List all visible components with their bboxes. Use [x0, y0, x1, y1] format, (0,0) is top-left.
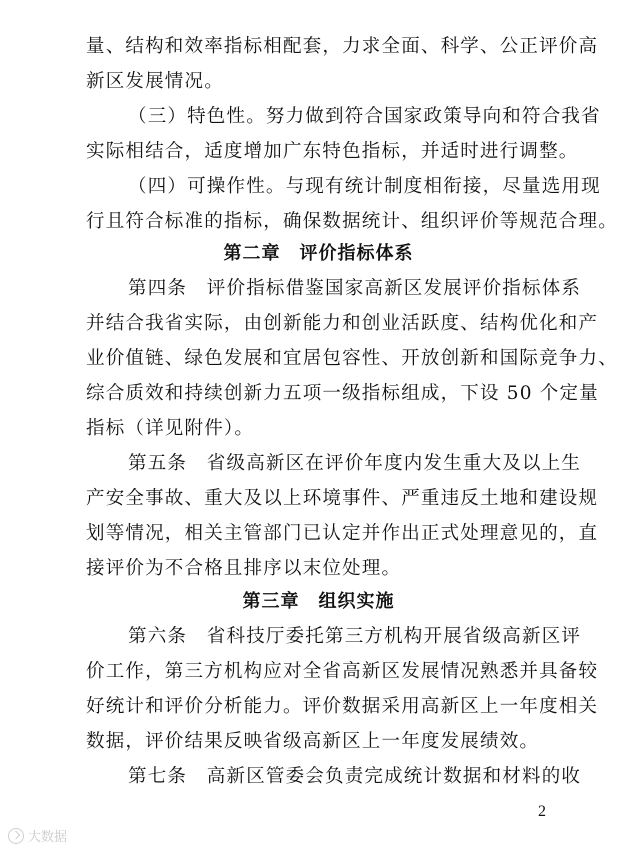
- article-line: 第七条 高新区管委会负责完成统计数据和材料的收: [128, 766, 582, 787]
- chapter-heading: 第二章 评价指标体系: [223, 243, 414, 264]
- paragraph-line: 量、结构和效率指标相配套，力求全面、科学、公正评价高: [86, 36, 599, 57]
- paragraph-line: 价工作，第三方机构应对全省高新区发展情况熟悉并具备较: [86, 661, 599, 682]
- watermark: [8, 826, 67, 845]
- paragraph-line: 好统计和评价分析能力。评价数据采用高新区上一年度相关: [86, 696, 599, 717]
- paragraph-line: （三）特色性。努力做到符合国家政策导向和符合我省: [128, 106, 601, 127]
- paragraph-line: 划等情况，相关主管部门已认定并作出正式处理意见的，直: [86, 523, 599, 544]
- paragraph-line: 并结合我省实际，由创新能力和创业活跃度、结构优化和产: [86, 313, 599, 334]
- paragraph-line: 数据，评价结果反映省级高新区上一年度发展绩效。: [86, 731, 540, 752]
- paragraph-line: 业价值链、绿色发展和宜居包容性、开放创新和国际竞争力、: [86, 348, 618, 369]
- paragraph-line: 新区发展情况。: [86, 71, 224, 92]
- article-line: 第六条 省科技厅委托第三方机构开展省级高新区评: [128, 626, 582, 647]
- paragraph-line: 实际相结合，适度增加广东特色指标，并适时进行调整。: [86, 141, 579, 162]
- paragraph-line: 行且符合标准的指标，确保数据统计、组织评价等规范合理。: [86, 211, 618, 232]
- paragraph-line: （四）可操作性。与现有统计制度相衔接，尽量选用现: [128, 176, 601, 197]
- chapter-heading: 第三章 组织实施: [242, 591, 395, 612]
- paragraph-line: 产安全事故、重大及以上环境事件、严重违反土地和建设规: [86, 488, 599, 509]
- paragraph-line: 综合质效和持续创新力五项一级指标组成，下设 50 个定量: [86, 383, 599, 404]
- paragraph-line: 接评价为不合格且排序以末位处理。: [86, 558, 402, 579]
- page-number: 2: [538, 803, 546, 820]
- watermark-text: 大数据: [28, 830, 68, 845]
- article-line: 第四条 评价指标借鉴国家高新区发展评价指标体系: [128, 278, 582, 299]
- watermark-logo-icon: [8, 828, 24, 844]
- article-line: 第五条 省级高新区在评价年度内发生重大及以上生: [128, 453, 582, 474]
- paragraph-line: 指标（详见附件）。: [86, 418, 255, 439]
